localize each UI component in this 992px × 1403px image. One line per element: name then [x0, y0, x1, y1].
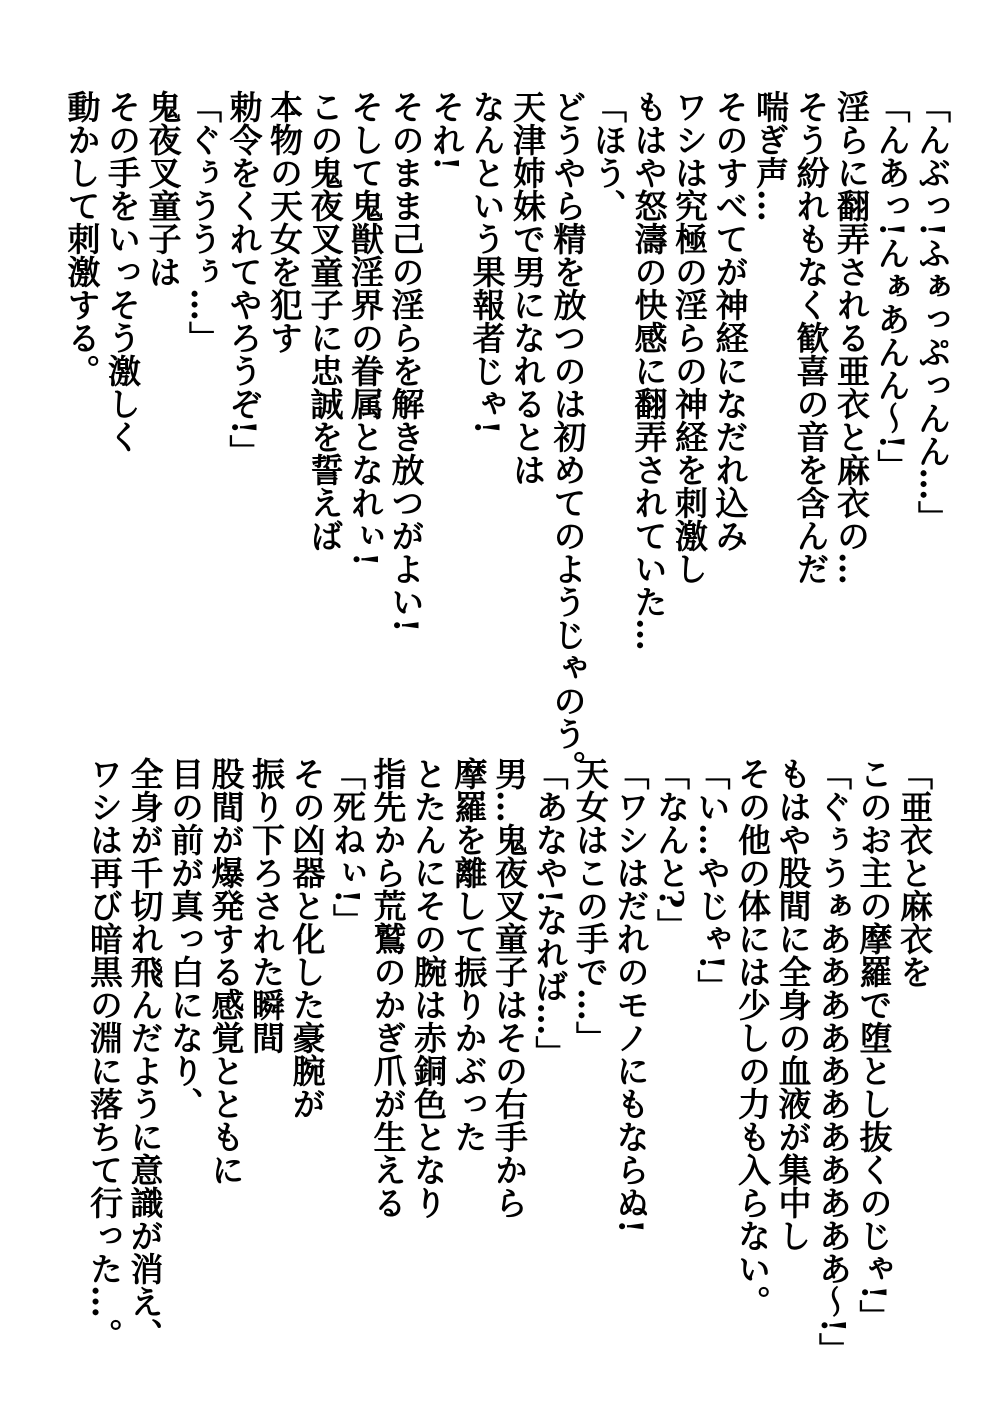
text-line: 「ほう、: [589, 90, 628, 222]
text-line: 「んあっ!んぁあんん〜!」: [872, 90, 912, 482]
text-line: その凶器と化した豪腕が: [287, 757, 327, 1120]
text-line: 天津姉妹で男になれるとは: [508, 90, 547, 486]
text-line: 「ワシはだれのモノにもならぬ!: [611, 757, 651, 1234]
text-line: もはや股間に全身の血液が集中し: [773, 757, 813, 1252]
text-line: なんという果報者じゃ!: [467, 90, 507, 435]
text-line: 股間が爆発する感覚とともに: [206, 757, 246, 1186]
text-line: 振り下ろされた瞬間: [247, 757, 286, 1054]
text-line: 「ぐぅううぅ…」: [184, 90, 223, 354]
text-line: そのすべてが神経になだれ込み: [710, 90, 750, 552]
text-line: そう紛れもなく歓喜の音を含んだ: [791, 90, 831, 585]
text-line: その手をいっそう激しく: [103, 90, 142, 453]
text-line: 勅令をくれてやろうぞ!」: [224, 90, 264, 468]
text-line: 全身が千切れ飛んだように意識が消え、: [125, 757, 165, 1351]
text-line: 本物の天女を犯す: [265, 90, 304, 354]
text-passage-bottom: [84, 757, 935, 1366]
text-line: 目の前が真っ白になり、: [166, 757, 205, 1120]
text-line: 「んぶっ!ふぁっぷっんん…」: [913, 90, 952, 534]
text-line: 淫らに翻弄される亜衣と麻衣の…: [832, 90, 871, 585]
text-line: 「ぐぅうぁあああああああああああ〜!」: [814, 757, 853, 1366]
text-line: とたんにその腕は赤銅色となり: [409, 757, 448, 1219]
text-line: それ!: [427, 90, 466, 171]
text-line: 「なんと?」: [652, 757, 691, 942]
text-line: 「あなや!なれば…」: [530, 757, 570, 1069]
text-line: 「亜衣と麻衣を: [895, 757, 934, 988]
text-line: 「い…やじゃ!」: [692, 757, 732, 1003]
text-line: このお主の摩羅で堕とし抜くのじゃ!」: [854, 757, 894, 1333]
text-line: どうやら精を放つのは初めてのようじゃのう。: [548, 90, 588, 783]
text-line: そして鬼獣淫界の眷属となれぃ!: [346, 90, 385, 567]
text-line: その他の体には少しの力も入らない。: [733, 757, 772, 1318]
text-line: ワシは究極の淫らの神経を刺激し: [670, 90, 709, 585]
text-line: この鬼夜叉童子に忠誠を誓えば: [305, 90, 345, 552]
text-line: ワシは再び暗黒の淵に落ちて行った…。: [85, 757, 124, 1351]
text-line: 喘ぎ声…: [751, 90, 790, 222]
text-passage-top: [61, 90, 952, 783]
text-line: 男…鬼夜叉童子はその右手から: [490, 757, 529, 1219]
text-line: 天女はこの手で…」: [571, 757, 610, 1054]
text-line: そのまま己の淫らを解き放つがよい!: [386, 90, 426, 633]
text-line: 鬼夜叉童子は: [143, 90, 183, 288]
text-line: 摩羅を離して振りかぶった: [449, 757, 489, 1153]
text-line: もはや怒濤の快感に翻弄されていた…: [629, 90, 669, 651]
text-line: 指先から荒鷲のかぎ爪が生える: [368, 757, 408, 1219]
text-line: 動かして刺激する。: [62, 90, 102, 387]
text-line: 「死ねぃ!」: [328, 757, 367, 937]
